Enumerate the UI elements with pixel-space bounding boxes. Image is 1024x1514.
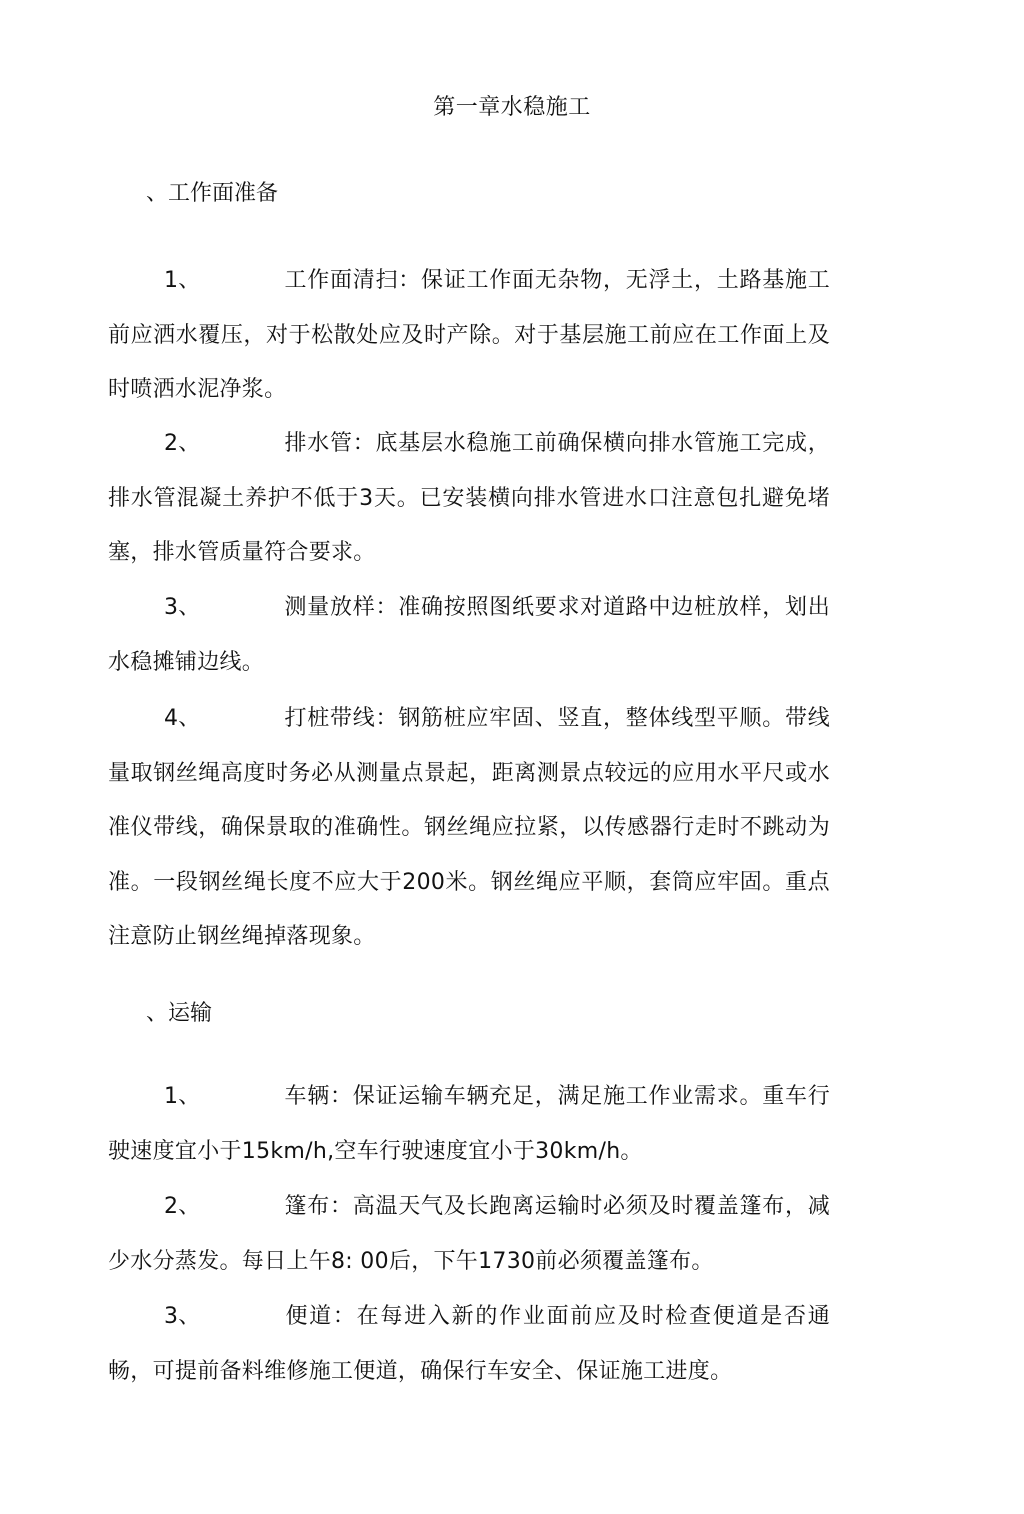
paragraph-item xyxy=(108,692,830,965)
item-text: 篷布：高温天气及长跑离运输时必须及时覆盖篷布，减少水分蒸发。每日上午8: 00后，下午1730前必须覆盖篷布。 xyxy=(108,1194,830,1274)
item-number: 4、 xyxy=(164,706,201,731)
item-text: 车辆：保证运输车辆充足，满足施工作业需求。重车行驶速度宜小于15km/h,空车行驶速度宜小于30km/h。 xyxy=(108,1084,830,1164)
paragraph-item xyxy=(108,1070,830,1179)
section-heading-workface: 、工作面准备 xyxy=(146,181,279,206)
item-text: 排水管：底基层水稳施工前确保横向排水管施工完成，排水管混凝土养护不低于3天。已安装横向排水管进水口注意包扎避免堵塞，排水管质量符合要求。 xyxy=(108,431,830,565)
chapter-title: 第一章水稳施工 xyxy=(433,95,591,120)
item-number: 1、 xyxy=(164,268,201,293)
item-text: 测量放样：准确按照图纸要求对道路中边桩放样，划出水稳摊铺边线。 xyxy=(108,595,830,675)
item-number: 3、 xyxy=(164,595,201,620)
item-number: 2、 xyxy=(164,431,201,456)
paragraph-item xyxy=(108,417,830,581)
item-text: 工作面清扫：保证工作面无杂物，无浮土，土路基施工前应洒水覆压，对于松散处应及时产除。对于基层施工前应在工作面上及时喷洒水泥净浆。 xyxy=(108,268,830,402)
paragraph-item xyxy=(108,254,830,418)
item-number: 2、 xyxy=(164,1194,201,1219)
paragraph-item xyxy=(108,581,830,690)
item-text: 便道：在每进入新的作业面前应及时检查便道是否通畅，可提前备料维修施工便道，确保行车安全、保证施工进度。 xyxy=(108,1304,830,1384)
item-number: 1、 xyxy=(164,1084,201,1109)
item-text: 打桩带线：钢筋桩应牢固、竖直，整体线型平顺。带线量取钢丝绳高度时务必从测量点景起，距离测景点较远的应用水平尺或水准仪带线，确保景取的准确性。钢丝绳应拉紧，以传感器行走时不跳动为准。一段钢丝绳长度不应大于200米。钢丝绳应平顺，套筒应牢固。重点注意防止钢丝绳掉落现象。 xyxy=(108,706,830,949)
paragraph-item xyxy=(108,1290,830,1399)
paragraph-item xyxy=(108,1180,830,1289)
section-heading-transport: 、运输 xyxy=(146,1001,213,1026)
item-number: 3、 xyxy=(164,1304,201,1329)
